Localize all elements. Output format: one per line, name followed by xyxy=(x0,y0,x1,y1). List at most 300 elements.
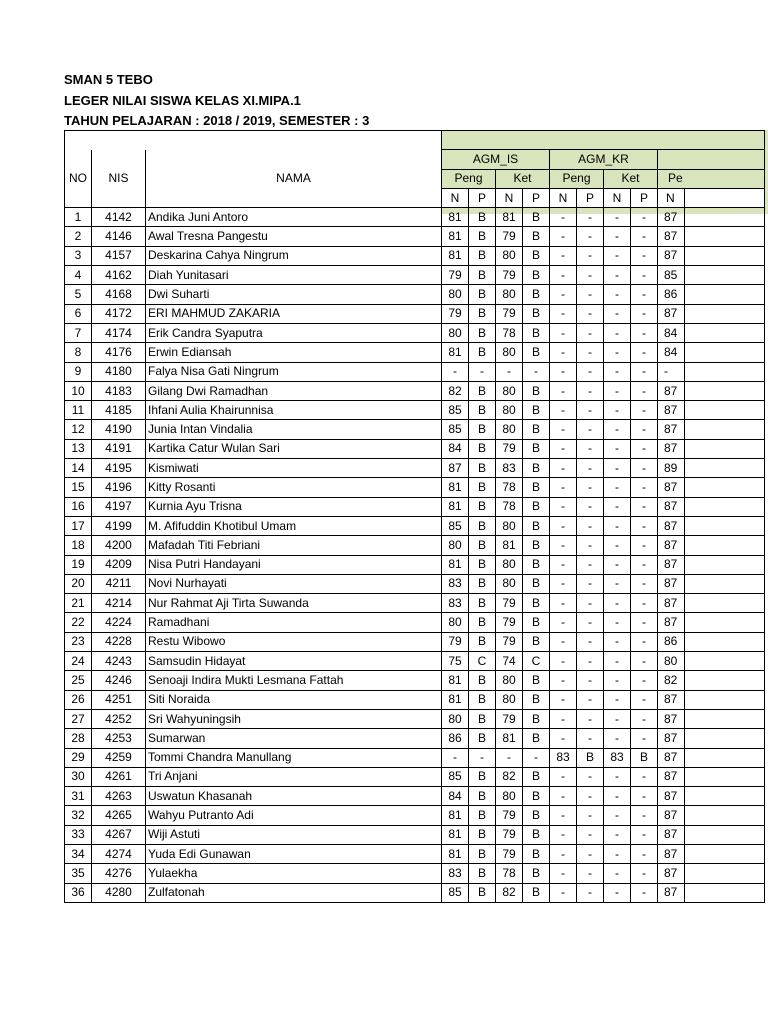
cell-no: 36 xyxy=(65,883,92,902)
cell-grade: B xyxy=(469,497,496,516)
cell-grade: - xyxy=(604,613,631,632)
cell-grade: 83 xyxy=(550,748,577,767)
cell-grade: 74 xyxy=(496,652,523,671)
cell-grade: B xyxy=(469,729,496,748)
cell-grade: 87 xyxy=(658,208,685,227)
cell-grade: - xyxy=(496,748,523,767)
cell-nama: Ihfani Aulia Khairunnisa xyxy=(146,401,442,420)
cell-grade: - xyxy=(604,478,631,497)
cell-grade: B xyxy=(523,478,550,497)
cell-grade: 80 xyxy=(496,690,523,709)
cell-grade: 87 xyxy=(658,709,685,728)
cell-grade: 87 xyxy=(658,806,685,825)
cell-grade: 80 xyxy=(496,787,523,806)
cell-grade: 79 xyxy=(496,709,523,728)
cell-nis: 4251 xyxy=(92,690,146,709)
cell-blank xyxy=(685,304,765,323)
cell-no: 25 xyxy=(65,671,92,690)
cell-grade: - xyxy=(550,806,577,825)
cell-nama: Erwin Ediansah xyxy=(146,343,442,362)
cell-grade: - xyxy=(550,825,577,844)
grade-table-frame xyxy=(64,130,768,912)
cell-grade: 80 xyxy=(496,574,523,593)
cell-nis: 4214 xyxy=(92,594,146,613)
table-row xyxy=(65,323,765,342)
cell-grade: B xyxy=(523,439,550,458)
cell-grade: B xyxy=(523,632,550,651)
cell-grade: - xyxy=(604,767,631,786)
cell-blank xyxy=(685,420,765,439)
cell-grade: - xyxy=(550,459,577,478)
cell-grade: 87 xyxy=(658,748,685,767)
cell-nis: 4259 xyxy=(92,748,146,767)
cell-grade: - xyxy=(577,227,604,246)
cell-grade: - xyxy=(496,362,523,381)
cell-blank xyxy=(685,285,765,304)
cell-grade: - xyxy=(550,555,577,574)
cell-nama: Ramadhani xyxy=(146,613,442,632)
header-row-top xyxy=(65,131,765,150)
table-row xyxy=(65,594,765,613)
cell-no: 2 xyxy=(65,227,92,246)
cell-grade: B xyxy=(523,806,550,825)
cell-no: 1 xyxy=(65,208,92,227)
cell-grade: B xyxy=(469,632,496,651)
cell-grade: - xyxy=(577,304,604,323)
cell-grade: - xyxy=(604,304,631,323)
cell-grade: - xyxy=(577,323,604,342)
cell-nama: Junia Intan Vindalia xyxy=(146,420,442,439)
cell-nama: Siti Noraida xyxy=(146,690,442,709)
table-row xyxy=(65,652,765,671)
cell-no: 6 xyxy=(65,304,92,323)
cell-blank xyxy=(685,844,765,863)
cell-nis: 4146 xyxy=(92,227,146,246)
cell-no: 34 xyxy=(65,844,92,863)
cell-grade: - xyxy=(631,497,658,516)
cell-grade: - xyxy=(577,362,604,381)
cell-no: 7 xyxy=(65,323,92,342)
cell-nama: Dwi Suharti xyxy=(146,285,442,304)
cell-grade: - xyxy=(577,497,604,516)
cell-grade: - xyxy=(550,574,577,593)
cell-nis: 4172 xyxy=(92,304,146,323)
cell-no: 10 xyxy=(65,381,92,400)
cell-nis: 4197 xyxy=(92,497,146,516)
cell-grade: 80 xyxy=(496,516,523,535)
subject-header-agm-kr: AGM_KR xyxy=(550,150,658,169)
cell-nama: Restu Wibowo xyxy=(146,632,442,651)
cell-grade: 87 xyxy=(658,574,685,593)
cell-grade: - xyxy=(604,729,631,748)
cell-blank xyxy=(685,594,765,613)
table-row xyxy=(65,208,765,227)
cell-grade: - xyxy=(604,652,631,671)
cell-grade: - xyxy=(550,227,577,246)
cell-nama: Novi Nurhayati xyxy=(146,574,442,593)
cell-grade: B xyxy=(469,304,496,323)
cell-grade: - xyxy=(631,420,658,439)
cell-grade: - xyxy=(604,806,631,825)
cell-grade: 85 xyxy=(658,266,685,285)
cell-nama: Gilang Dwi Ramadhan xyxy=(146,381,442,400)
cell-grade: - xyxy=(577,652,604,671)
cell-no: 21 xyxy=(65,594,92,613)
cell-grade: B xyxy=(469,478,496,497)
cell-grade: - xyxy=(631,613,658,632)
cell-nis: 4253 xyxy=(92,729,146,748)
cell-grade: - xyxy=(631,652,658,671)
table-row xyxy=(65,787,765,806)
cell-blank xyxy=(685,516,765,535)
cell-grade: - xyxy=(577,729,604,748)
cell-grade: 87 xyxy=(658,787,685,806)
cell-grade: - xyxy=(577,594,604,613)
cell-grade: C xyxy=(469,652,496,671)
aspect-peng-agm-kr: Peng xyxy=(550,169,604,188)
cell-grade: 80 xyxy=(496,420,523,439)
cell-grade: 80 xyxy=(658,652,685,671)
cell-grade: B xyxy=(469,266,496,285)
col-header-nama: NAMA xyxy=(146,150,442,208)
table-row xyxy=(65,690,765,709)
cell-grade: 85 xyxy=(442,883,469,902)
cell-grade: 80 xyxy=(496,343,523,362)
cell-grade: - xyxy=(604,844,631,863)
cell-nis: 4274 xyxy=(92,844,146,863)
cell-grade: - xyxy=(577,787,604,806)
cell-grade: - xyxy=(604,574,631,593)
col-header-no: NO xyxy=(65,150,92,208)
cell-no: 28 xyxy=(65,729,92,748)
cell-grade: - xyxy=(550,439,577,458)
table-row xyxy=(65,613,765,632)
cell-no: 29 xyxy=(65,748,92,767)
cell-grade: 81 xyxy=(496,536,523,555)
cell-grade: - xyxy=(577,555,604,574)
cell-nis: 4142 xyxy=(92,208,146,227)
cell-grade: - xyxy=(577,767,604,786)
cell-grade: - xyxy=(577,208,604,227)
cell-grade: - xyxy=(550,246,577,265)
cell-blank xyxy=(685,613,765,632)
cell-grade: - xyxy=(577,864,604,883)
cell-nama: Yulaekha xyxy=(146,864,442,883)
cell-grade: 78 xyxy=(496,497,523,516)
cell-no: 26 xyxy=(65,690,92,709)
cell-nama: Uswatun Khasanah xyxy=(146,787,442,806)
cell-grade: - xyxy=(550,594,577,613)
cell-grade: B xyxy=(469,343,496,362)
cell-grade: - xyxy=(577,844,604,863)
cell-grade: - xyxy=(550,478,577,497)
cell-grade: 85 xyxy=(442,767,469,786)
cell-blank xyxy=(685,459,765,478)
cell-grade: 85 xyxy=(442,401,469,420)
cell-grade: - xyxy=(523,748,550,767)
cell-grade: - xyxy=(631,671,658,690)
table-row xyxy=(65,767,765,786)
cell-grade: - xyxy=(631,266,658,285)
cell-grade: B xyxy=(469,246,496,265)
table-row xyxy=(65,516,765,535)
cell-grade: - xyxy=(577,536,604,555)
cell-nis: 4180 xyxy=(92,362,146,381)
cell-grade: B xyxy=(523,343,550,362)
cell-blank xyxy=(685,555,765,574)
cell-nama: Wiji Astuti xyxy=(146,825,442,844)
cell-grade: - xyxy=(550,767,577,786)
table-row xyxy=(65,555,765,574)
cell-grade: 81 xyxy=(442,555,469,574)
cell-grade: - xyxy=(577,516,604,535)
cell-grade: 87 xyxy=(658,401,685,420)
cell-nis: 4191 xyxy=(92,439,146,458)
cell-grade: - xyxy=(577,613,604,632)
cell-nis: 4185 xyxy=(92,401,146,420)
cell-grade: B xyxy=(523,709,550,728)
cell-nis: 4199 xyxy=(92,516,146,535)
cell-nis: 4183 xyxy=(92,381,146,400)
cell-no: 14 xyxy=(65,459,92,478)
table-row xyxy=(65,401,765,420)
cell-grade: - xyxy=(550,208,577,227)
cell-grade: - xyxy=(604,227,631,246)
cell-grade: B xyxy=(469,806,496,825)
cell-grade: - xyxy=(604,285,631,304)
cell-nama: Andika Juni Antoro xyxy=(146,208,442,227)
cell-grade: - xyxy=(550,883,577,902)
cell-grade: - xyxy=(550,497,577,516)
cell-grade: B xyxy=(469,787,496,806)
subject-header-agm-is: AGM_IS xyxy=(442,150,550,169)
cell-nama: ERI MAHMUD ZAKARIA xyxy=(146,304,442,323)
table-row xyxy=(65,497,765,516)
cell-no: 17 xyxy=(65,516,92,535)
cell-no: 3 xyxy=(65,246,92,265)
cell-grade: - xyxy=(604,420,631,439)
cell-blank xyxy=(685,864,765,883)
cell-grade: 79 xyxy=(496,844,523,863)
cell-no: 32 xyxy=(65,806,92,825)
cell-grade: - xyxy=(631,459,658,478)
cell-grade: 87 xyxy=(658,767,685,786)
cell-grade: - xyxy=(631,285,658,304)
cell-grade: 81 xyxy=(442,844,469,863)
cell-grade: 79 xyxy=(496,613,523,632)
cell-grade: - xyxy=(658,362,685,381)
cell-grade: - xyxy=(550,362,577,381)
np-p: P xyxy=(577,188,604,207)
cell-grade: - xyxy=(631,844,658,863)
cell-grade: 89 xyxy=(658,459,685,478)
cell-nis: 4263 xyxy=(92,787,146,806)
cell-grade: - xyxy=(550,304,577,323)
cell-grade: B xyxy=(469,208,496,227)
cell-grade: 80 xyxy=(496,381,523,400)
cell-grade: 87 xyxy=(658,420,685,439)
cell-grade: - xyxy=(550,864,577,883)
cell-grade: - xyxy=(577,401,604,420)
cell-grade: B xyxy=(523,690,550,709)
cell-no: 27 xyxy=(65,709,92,728)
cell-grade: - xyxy=(604,825,631,844)
cell-grade: - xyxy=(631,323,658,342)
cell-grade: B xyxy=(469,439,496,458)
np-p: P xyxy=(631,188,658,207)
cell-grade: B xyxy=(523,266,550,285)
cell-grade: 87 xyxy=(658,497,685,516)
cell-blank xyxy=(685,825,765,844)
cell-grade: - xyxy=(604,883,631,902)
cell-grade: - xyxy=(577,690,604,709)
cell-nama: Samsudin Hidayat xyxy=(146,652,442,671)
cell-blank xyxy=(685,767,765,786)
cell-grade: 87 xyxy=(658,516,685,535)
cell-grade: - xyxy=(577,343,604,362)
cell-grade: B xyxy=(469,671,496,690)
cell-no: 30 xyxy=(65,767,92,786)
cell-grade: - xyxy=(604,632,631,651)
cell-no: 5 xyxy=(65,285,92,304)
cell-grade: 81 xyxy=(496,729,523,748)
cell-grade: 83 xyxy=(442,594,469,613)
table-row xyxy=(65,844,765,863)
cell-grade: B xyxy=(469,227,496,246)
cell-nis: 4195 xyxy=(92,459,146,478)
cell-blank xyxy=(685,343,765,362)
cell-grade: - xyxy=(631,632,658,651)
cell-grade: B xyxy=(523,671,550,690)
cell-grade: 78 xyxy=(496,323,523,342)
cell-nama: Nur Rahmat Aji Tirta Suwanda xyxy=(146,594,442,613)
cell-grade: - xyxy=(550,613,577,632)
cell-grade: B xyxy=(523,844,550,863)
cell-grade: 84 xyxy=(658,343,685,362)
cell-grade: - xyxy=(631,381,658,400)
cell-no: 11 xyxy=(65,401,92,420)
cell-grade: B xyxy=(469,459,496,478)
cell-nama: Tri Anjani xyxy=(146,767,442,786)
cell-nis: 4196 xyxy=(92,478,146,497)
cell-grade: 81 xyxy=(442,671,469,690)
table-row xyxy=(65,459,765,478)
cell-grade: 81 xyxy=(442,478,469,497)
cell-grade: B xyxy=(523,381,550,400)
cell-grade: 87 xyxy=(658,690,685,709)
cell-nis: 4252 xyxy=(92,709,146,728)
cell-nis: 4176 xyxy=(92,343,146,362)
cell-grade: 86 xyxy=(658,632,685,651)
cell-grade: - xyxy=(631,729,658,748)
cell-grade: - xyxy=(631,536,658,555)
cell-grade: 80 xyxy=(442,285,469,304)
cell-grade: 87 xyxy=(658,594,685,613)
subject-header-next xyxy=(658,150,765,169)
table-row xyxy=(65,671,765,690)
cell-grade: 83 xyxy=(442,574,469,593)
cell-grade: - xyxy=(604,343,631,362)
cell-grade: - xyxy=(577,459,604,478)
cell-grade: - xyxy=(631,304,658,323)
cell-nis: 4265 xyxy=(92,806,146,825)
cell-grade: - xyxy=(442,362,469,381)
cell-grade: 81 xyxy=(442,806,469,825)
cell-grade: B xyxy=(523,323,550,342)
cell-nis: 4246 xyxy=(92,671,146,690)
cell-grade: 78 xyxy=(496,864,523,883)
cell-nama: Wahyu Putranto Adi xyxy=(146,806,442,825)
cell-nis: 4261 xyxy=(92,767,146,786)
cell-no: 13 xyxy=(65,439,92,458)
cell-grade: 80 xyxy=(442,323,469,342)
cell-blank xyxy=(685,574,765,593)
cell-nama: Falya Nisa Gati Ningrum xyxy=(146,362,442,381)
cell-grade: B xyxy=(469,709,496,728)
cell-grade: 87 xyxy=(658,381,685,400)
cell-grade: - xyxy=(631,516,658,535)
cell-grade: - xyxy=(604,497,631,516)
cell-grade: 87 xyxy=(658,304,685,323)
cell-nama: Kartika Catur Wulan Sari xyxy=(146,439,442,458)
cell-grade: B xyxy=(523,787,550,806)
np-n: N xyxy=(496,188,523,207)
cell-blank xyxy=(685,652,765,671)
cell-grade: - xyxy=(631,806,658,825)
cell-grade: 85 xyxy=(442,420,469,439)
cell-grade: - xyxy=(631,208,658,227)
cell-grade: - xyxy=(550,516,577,535)
cell-grade: - xyxy=(631,709,658,728)
cell-grade: B xyxy=(523,767,550,786)
cell-grade: B xyxy=(469,401,496,420)
cell-grade: 79 xyxy=(496,632,523,651)
cell-no: 35 xyxy=(65,864,92,883)
cell-grade: 80 xyxy=(496,401,523,420)
cell-grade: 79 xyxy=(496,304,523,323)
cell-blank xyxy=(685,227,765,246)
cell-grade: - xyxy=(604,864,631,883)
cell-grade: - xyxy=(604,516,631,535)
cell-grade: B xyxy=(469,864,496,883)
cell-grade: 81 xyxy=(442,825,469,844)
table-row xyxy=(65,266,765,285)
cell-grade: 80 xyxy=(496,285,523,304)
cell-grade: B xyxy=(523,555,550,574)
cell-grade: - xyxy=(604,690,631,709)
cell-grade: - xyxy=(550,671,577,690)
cell-grade: B xyxy=(469,594,496,613)
cell-grade: - xyxy=(550,787,577,806)
cell-grade: B xyxy=(469,690,496,709)
table-row xyxy=(65,574,765,593)
cell-grade: B xyxy=(523,729,550,748)
cell-grade: - xyxy=(577,246,604,265)
cell-grade: B xyxy=(523,227,550,246)
cell-grade: B xyxy=(469,767,496,786)
cell-grade: - xyxy=(550,401,577,420)
table-row xyxy=(65,420,765,439)
cell-grade: 85 xyxy=(442,516,469,535)
cell-grade: B xyxy=(523,285,550,304)
np-n: N xyxy=(604,188,631,207)
cell-grade: 86 xyxy=(442,729,469,748)
cell-no: 23 xyxy=(65,632,92,651)
cell-grade: - xyxy=(577,632,604,651)
cell-nama: Erik Candra Syaputra xyxy=(146,323,442,342)
cell-grade: 79 xyxy=(442,266,469,285)
cell-nis: 4157 xyxy=(92,246,146,265)
